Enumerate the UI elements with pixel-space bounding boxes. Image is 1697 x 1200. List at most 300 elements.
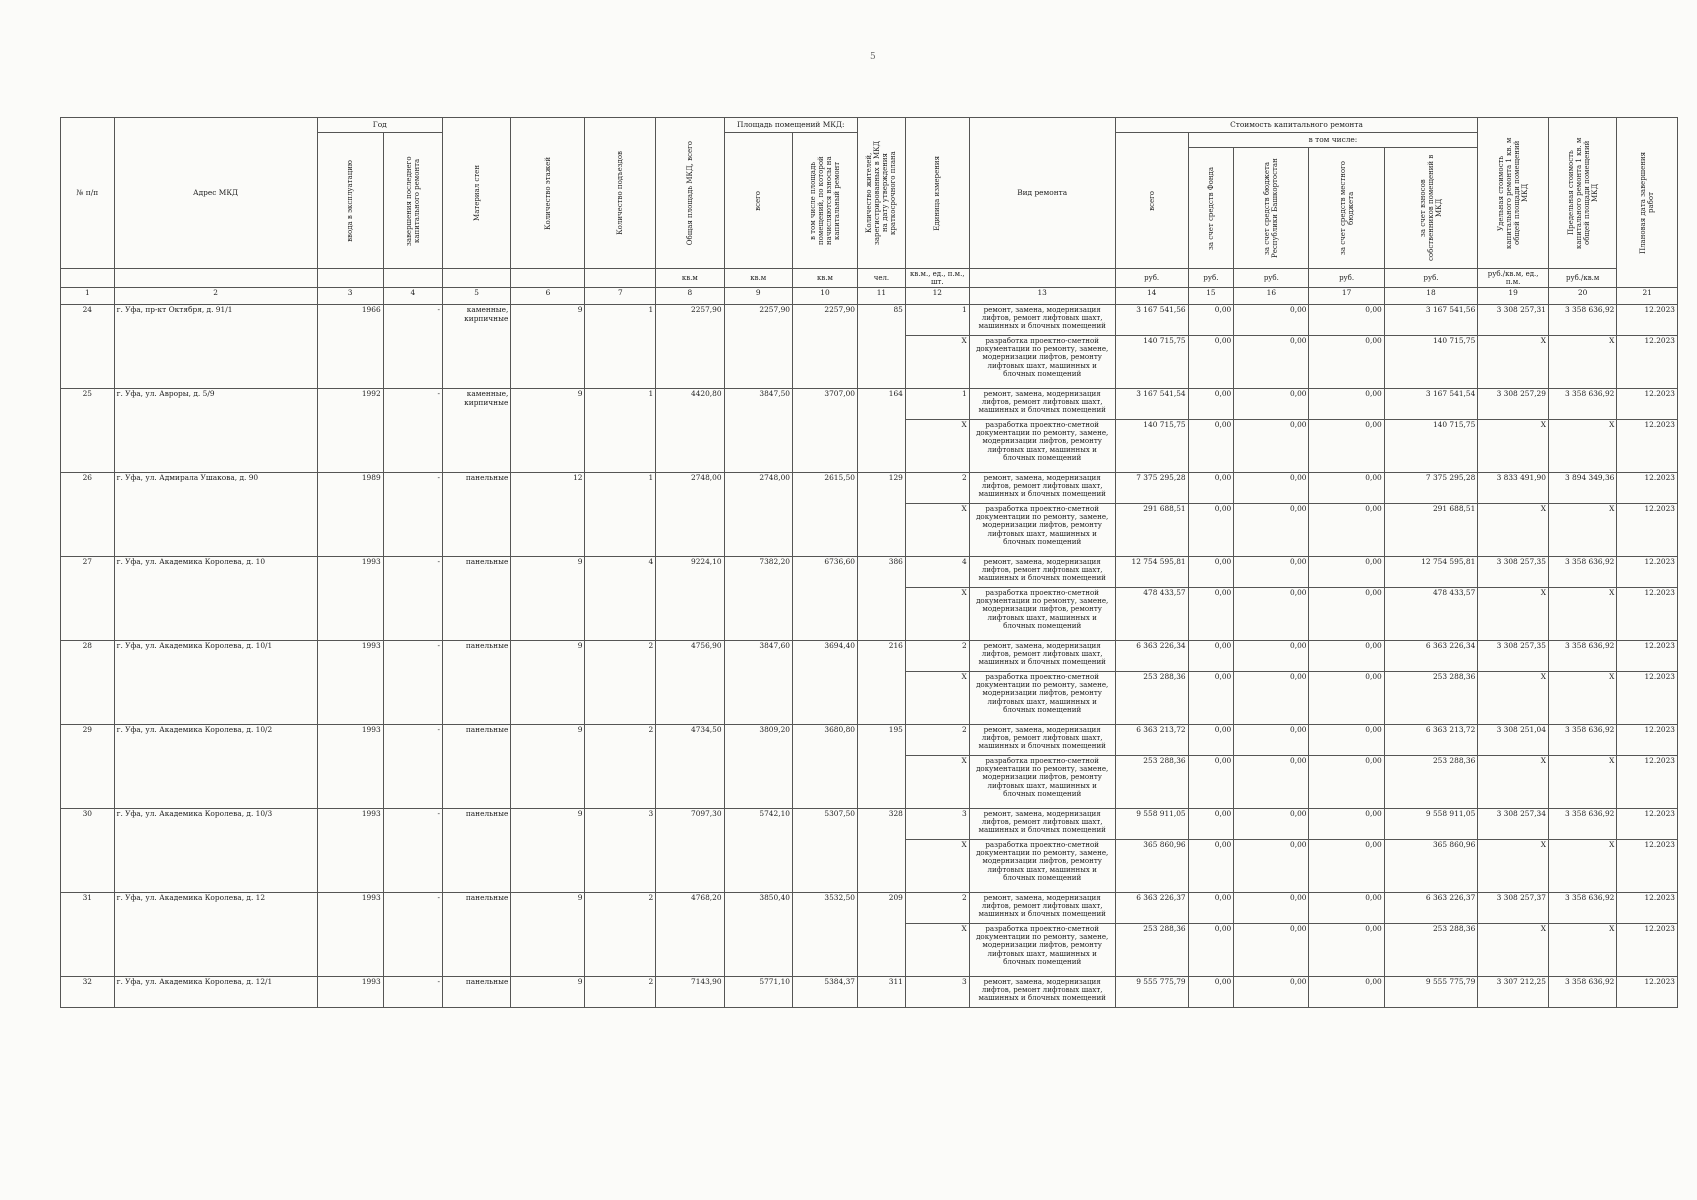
row-cost-owners: 6 363 213,72 xyxy=(1384,725,1478,756)
row-planned-date: 12.2023 xyxy=(1617,420,1678,473)
row-cost-total: 291 688,51 xyxy=(1115,504,1188,557)
column-number: 8 xyxy=(656,288,724,305)
row-cost-republic: 0,00 xyxy=(1234,305,1309,336)
row-planned-date: 12.2023 xyxy=(1617,725,1678,756)
row-specific-cost: X xyxy=(1478,336,1549,389)
row-area-owners: 6736,60 xyxy=(792,557,857,641)
row-floors: 9 xyxy=(511,725,585,809)
row-entrances: 1 xyxy=(585,305,656,389)
row-cost-local: 0,00 xyxy=(1309,809,1384,840)
row-cost-republic: 0,00 xyxy=(1234,893,1309,924)
row-cost-owners: 7 375 295,28 xyxy=(1384,473,1478,504)
unit-cell xyxy=(442,269,510,288)
row-specific-cost: X xyxy=(1478,840,1549,893)
header-address: Адрес МКД xyxy=(114,118,317,269)
row-year-commission: 1993 xyxy=(317,893,383,977)
table-row xyxy=(61,389,1678,420)
row-max-cost: X xyxy=(1548,756,1616,809)
row-area-owners: 2615,50 xyxy=(792,473,857,557)
row-cost-fund: 0,00 xyxy=(1188,840,1234,893)
row-specific-cost: 3 307 212,25 xyxy=(1478,977,1549,1008)
row-unit-qty: 2 xyxy=(905,893,969,924)
row-max-cost: X xyxy=(1548,924,1616,977)
row-year-commission: 1993 xyxy=(317,641,383,725)
row-unit-qty: 2 xyxy=(905,473,969,504)
unit-cell xyxy=(585,269,656,288)
row-cost-owners: 365 860,96 xyxy=(1384,840,1478,893)
row-cost-owners: 3 167 541,56 xyxy=(1384,305,1478,336)
row-residents: 386 xyxy=(857,557,905,641)
row-year-commission: 1992 xyxy=(317,389,383,473)
page-number: 5 xyxy=(870,52,876,62)
row-max-cost: 3 358 636,92 xyxy=(1548,893,1616,924)
unit-cell: руб. xyxy=(1309,269,1384,288)
row-wall-material: панельные xyxy=(442,641,510,725)
row-entrances: 2 xyxy=(585,893,656,977)
unit-cell: кв.м xyxy=(792,269,857,288)
row-cost-local: 0,00 xyxy=(1309,672,1384,725)
row-unit-qty: 4 xyxy=(905,557,969,588)
unit-cell: руб./кв.м xyxy=(1548,269,1616,288)
row-wall-material: панельные xyxy=(442,893,510,977)
header-planned-date: Плановая дата завершения работ xyxy=(1617,118,1678,288)
row-cost-total: 12 754 595,81 xyxy=(1115,557,1188,588)
row-floors: 12 xyxy=(511,473,585,557)
row-cost-fund: 0,00 xyxy=(1188,977,1234,1008)
header-cost-owners: за счет взносов собственников помещений в МКД xyxy=(1384,148,1478,269)
table-row xyxy=(61,557,1678,588)
row-cost-owners: 3 167 541,54 xyxy=(1384,389,1478,420)
header-premises-area: Площадь помещений МКД: xyxy=(724,118,857,133)
column-number: 20 xyxy=(1548,288,1616,305)
row-address: г. Уфа, ул. Авроры, д. 5/9 xyxy=(114,389,317,473)
row-cost-local: 0,00 xyxy=(1309,840,1384,893)
column-number: 12 xyxy=(905,288,969,305)
header-floors: Количество этажей xyxy=(511,118,585,269)
row-area-owners: 3694,40 xyxy=(792,641,857,725)
row-cost-total: 9 558 911,05 xyxy=(1115,809,1188,840)
header-num: № п/п xyxy=(61,118,115,269)
row-planned-date: 12.2023 xyxy=(1617,924,1678,977)
table-body xyxy=(61,288,1678,1008)
row-cost-total: 3 167 541,56 xyxy=(1115,305,1188,336)
row-entrances: 4 xyxy=(585,557,656,641)
row-unit-qty: 2 xyxy=(905,725,969,756)
row-area-owners: 3532,50 xyxy=(792,893,857,977)
header-total-area: Общая площадь МКД, всего xyxy=(656,118,724,269)
row-unit-qty: X xyxy=(905,336,969,389)
row-year-commission: 1989 xyxy=(317,473,383,557)
column-number: 5 xyxy=(442,288,510,305)
row-year-last-repair: - xyxy=(383,473,442,557)
row-year-last-repair: - xyxy=(383,725,442,809)
unit-cell xyxy=(61,269,115,288)
row-number: 32 xyxy=(61,977,115,1008)
row-wall-material: панельные xyxy=(442,473,510,557)
column-number: 1 xyxy=(61,288,115,305)
row-planned-date: 12.2023 xyxy=(1617,756,1678,809)
column-number: 16 xyxy=(1234,288,1309,305)
row-floors: 9 xyxy=(511,893,585,977)
row-work-type: ремонт, замена, модернизация лифтов, ремонт лифтовых шахт, машинных и блочных помещений xyxy=(969,893,1115,924)
row-cost-republic: 0,00 xyxy=(1234,557,1309,588)
column-number: 13 xyxy=(969,288,1115,305)
unit-cell: руб. xyxy=(1115,269,1188,288)
row-number: 28 xyxy=(61,641,115,725)
row-unit-qty: 3 xyxy=(905,977,969,1008)
row-cost-owners: 253 288,36 xyxy=(1384,924,1478,977)
row-address: г. Уфа, ул. Академика Королева, д. 12 xyxy=(114,893,317,977)
row-specific-cost: X xyxy=(1478,924,1549,977)
row-specific-cost: 3 308 257,29 xyxy=(1478,389,1549,420)
header-wall-material: Материал стен xyxy=(442,118,510,269)
row-max-cost: 3 894 349,36 xyxy=(1548,473,1616,504)
row-area-all: 5771,10 xyxy=(724,977,792,1008)
row-wall-material: каменные, кирпичные xyxy=(442,389,510,473)
row-cost-republic: 0,00 xyxy=(1234,840,1309,893)
column-number: 10 xyxy=(792,288,857,305)
row-cost-local: 0,00 xyxy=(1309,924,1384,977)
row-address: г. Уфа, пр-кт Октября, д. 91/1 xyxy=(114,305,317,389)
row-number: 31 xyxy=(61,893,115,977)
row-floors: 9 xyxy=(511,641,585,725)
row-cost-owners: 6 363 226,34 xyxy=(1384,641,1478,672)
row-address: г. Уфа, ул. Академика Королева, д. 10/1 xyxy=(114,641,317,725)
row-max-cost: X xyxy=(1548,588,1616,641)
row-entrances: 1 xyxy=(585,473,656,557)
header-work-type: Вид ремонта xyxy=(969,118,1115,269)
header-cost-group: Стоимость капитального ремонта xyxy=(1115,118,1478,133)
column-number: 11 xyxy=(857,288,905,305)
row-planned-date: 12.2023 xyxy=(1617,840,1678,893)
row-total-area: 4420,80 xyxy=(656,389,724,473)
table-row xyxy=(61,473,1678,504)
column-number: 17 xyxy=(1309,288,1384,305)
row-specific-cost: X xyxy=(1478,672,1549,725)
row-address: г. Уфа, ул. Академика Королева, д. 12/1 xyxy=(114,977,317,1008)
unit-cell: руб. xyxy=(1234,269,1309,288)
row-max-cost: X xyxy=(1548,336,1616,389)
row-cost-total: 253 288,36 xyxy=(1115,672,1188,725)
header-entrances: Количество подъездов xyxy=(585,118,656,269)
row-work-type: разработка проектно-сметной документации по ремонту, замене, модернизации лифтов, ремонту лифтовых шахт, машинных и блочных помещений xyxy=(969,420,1115,473)
row-planned-date: 12.2023 xyxy=(1617,557,1678,588)
row-cost-owners: 9 558 911,05 xyxy=(1384,809,1478,840)
row-cost-fund: 0,00 xyxy=(1188,305,1234,336)
row-work-type: разработка проектно-сметной документации по ремонту, замене, модернизации лифтов, ремонту лифтовых шахт, машинных и блочных помещений xyxy=(969,756,1115,809)
row-max-cost: X xyxy=(1548,420,1616,473)
row-planned-date: 12.2023 xyxy=(1617,809,1678,840)
row-area-all: 3850,40 xyxy=(724,893,792,977)
row-area-owners: 3707,00 xyxy=(792,389,857,473)
row-unit-qty: 1 xyxy=(905,389,969,420)
row-address: г. Уфа, ул. Академика Королева, д. 10 xyxy=(114,557,317,641)
row-unit-qty: 3 xyxy=(905,809,969,840)
unit-cell: кв.м xyxy=(656,269,724,288)
header-cost-fund: за счет средств Фонда xyxy=(1188,148,1234,269)
row-area-owners: 5307,50 xyxy=(792,809,857,893)
row-cost-total: 6 363 213,72 xyxy=(1115,725,1188,756)
unit-cell xyxy=(114,269,317,288)
row-work-type: ремонт, замена, модернизация лифтов, ремонт лифтовых шахт, машинных и блочных помещений xyxy=(969,809,1115,840)
row-total-area: 2748,00 xyxy=(656,473,724,557)
unit-cell xyxy=(969,269,1115,288)
row-area-all: 3809,20 xyxy=(724,725,792,809)
header-including: в том числе: xyxy=(1188,133,1478,148)
row-cost-local: 0,00 xyxy=(1309,305,1384,336)
row-number: 27 xyxy=(61,557,115,641)
row-cost-local: 0,00 xyxy=(1309,336,1384,389)
row-area-owners: 2257,90 xyxy=(792,305,857,389)
row-total-area: 7143,90 xyxy=(656,977,724,1008)
row-planned-date: 12.2023 xyxy=(1617,893,1678,924)
column-number: 6 xyxy=(511,288,585,305)
row-planned-date: 12.2023 xyxy=(1617,473,1678,504)
row-year-commission: 1993 xyxy=(317,557,383,641)
column-number: 9 xyxy=(724,288,792,305)
unit-cell: чел. xyxy=(857,269,905,288)
header-area-all: всего xyxy=(724,133,792,269)
row-cost-total: 365 860,96 xyxy=(1115,840,1188,893)
row-cost-total: 140 715,75 xyxy=(1115,420,1188,473)
row-total-area: 4768,20 xyxy=(656,893,724,977)
header-year-group: Год xyxy=(317,118,442,133)
row-cost-total: 3 167 541,54 xyxy=(1115,389,1188,420)
header-area-owners: в том числе площадь помещений, по которой начисляются взносы на капитальный ремонт xyxy=(792,133,857,269)
row-cost-owners: 253 288,36 xyxy=(1384,672,1478,725)
table-row xyxy=(61,809,1678,840)
row-number: 30 xyxy=(61,809,115,893)
row-area-owners: 5384,37 xyxy=(792,977,857,1008)
row-specific-cost: 3 308 257,35 xyxy=(1478,641,1549,672)
row-specific-cost: 3 833 491,90 xyxy=(1478,473,1549,504)
row-cost-local: 0,00 xyxy=(1309,420,1384,473)
unit-cell: кв.м., ед., п.м., шт. xyxy=(905,269,969,288)
row-cost-owners: 9 555 775,79 xyxy=(1384,977,1478,1008)
row-area-all: 7382,20 xyxy=(724,557,792,641)
column-number: 7 xyxy=(585,288,656,305)
row-unit-qty: X xyxy=(905,504,969,557)
row-cost-republic: 0,00 xyxy=(1234,924,1309,977)
column-number: 15 xyxy=(1188,288,1234,305)
row-work-type: разработка проектно-сметной документации по ремонту, замене, модернизации лифтов, ремонту лифтовых шахт, машинных и блочных помещений xyxy=(969,588,1115,641)
row-work-type: разработка проектно-сметной документации по ремонту, замене, модернизации лифтов, ремонту лифтовых шахт, машинных и блочных помещений xyxy=(969,672,1115,725)
row-work-type: ремонт, замена, модернизация лифтов, ремонт лифтовых шахт, машинных и блочных помещений xyxy=(969,389,1115,420)
row-total-area: 4734,50 xyxy=(656,725,724,809)
row-wall-material: панельные xyxy=(442,809,510,893)
row-floors: 9 xyxy=(511,809,585,893)
row-wall-material: каменные, кирпичные xyxy=(442,305,510,389)
row-cost-fund: 0,00 xyxy=(1188,725,1234,756)
row-cost-total: 7 375 295,28 xyxy=(1115,473,1188,504)
table-row xyxy=(61,725,1678,756)
row-cost-owners: 6 363 226,37 xyxy=(1384,893,1478,924)
table-row xyxy=(61,641,1678,672)
row-unit-qty: X xyxy=(905,672,969,725)
row-work-type: разработка проектно-сметной документации по ремонту, замене, модернизации лифтов, ремонту лифтовых шахт, машинных и блочных помещений xyxy=(969,924,1115,977)
row-floors: 9 xyxy=(511,557,585,641)
row-wall-material: панельные xyxy=(442,557,510,641)
column-number: 4 xyxy=(383,288,442,305)
column-number: 2 xyxy=(114,288,317,305)
row-unit-qty: X xyxy=(905,924,969,977)
unit-cell xyxy=(383,269,442,288)
row-cost-total: 140 715,75 xyxy=(1115,336,1188,389)
row-work-type: ремонт, замена, модернизация лифтов, ремонт лифтовых шахт, машинных и блочных помещений xyxy=(969,977,1115,1008)
row-cost-fund: 0,00 xyxy=(1188,809,1234,840)
unit-cell: руб. xyxy=(1384,269,1478,288)
row-specific-cost: 3 308 257,37 xyxy=(1478,893,1549,924)
row-cost-republic: 0,00 xyxy=(1234,725,1309,756)
row-address: г. Уфа, ул. Академика Королева, д. 10/2 xyxy=(114,725,317,809)
header-max-cost: Предельная стоимость капитального ремонта 1 кв. м общей площади помещений МКД xyxy=(1548,118,1616,269)
row-floors: 9 xyxy=(511,389,585,473)
row-planned-date: 12.2023 xyxy=(1617,305,1678,336)
row-total-area: 4756,90 xyxy=(656,641,724,725)
header-cost-total: всего xyxy=(1115,133,1188,269)
row-residents: 164 xyxy=(857,389,905,473)
row-specific-cost: X xyxy=(1478,504,1549,557)
row-area-all: 3847,60 xyxy=(724,641,792,725)
row-floors: 9 xyxy=(511,305,585,389)
row-cost-republic: 0,00 xyxy=(1234,641,1309,672)
row-area-all: 3847,50 xyxy=(724,389,792,473)
row-year-commission: 1966 xyxy=(317,305,383,389)
row-number: 29 xyxy=(61,725,115,809)
row-work-type: ремонт, замена, модернизация лифтов, ремонт лифтовых шахт, машинных и блочных помещений xyxy=(969,725,1115,756)
row-work-type: ремонт, замена, модернизация лифтов, ремонт лифтовых шахт, машинных и блочных помещений xyxy=(969,557,1115,588)
row-specific-cost: X xyxy=(1478,588,1549,641)
row-residents: 195 xyxy=(857,725,905,809)
row-work-type: разработка проектно-сметной документации по ремонту, замене, модернизации лифтов, ремонту лифтовых шахт, машинных и блочных помещений xyxy=(969,504,1115,557)
row-max-cost: 3 358 636,92 xyxy=(1548,809,1616,840)
row-area-all: 2748,00 xyxy=(724,473,792,557)
row-specific-cost: 3 308 257,35 xyxy=(1478,557,1549,588)
row-max-cost: 3 358 636,92 xyxy=(1548,305,1616,336)
row-max-cost: X xyxy=(1548,840,1616,893)
row-cost-fund: 0,00 xyxy=(1188,756,1234,809)
row-planned-date: 12.2023 xyxy=(1617,504,1678,557)
row-work-type: ремонт, замена, модернизация лифтов, ремонт лифтовых шахт, машинных и блочных помещений xyxy=(969,305,1115,336)
row-cost-local: 0,00 xyxy=(1309,725,1384,756)
row-year-last-repair: - xyxy=(383,389,442,473)
row-cost-republic: 0,00 xyxy=(1234,420,1309,473)
row-cost-owners: 291 688,51 xyxy=(1384,504,1478,557)
row-max-cost: X xyxy=(1548,672,1616,725)
row-unit-qty: X xyxy=(905,756,969,809)
row-unit-qty: 1 xyxy=(905,305,969,336)
row-cost-local: 0,00 xyxy=(1309,756,1384,809)
row-address: г. Уфа, ул. Адмирала Ушакова, д. 90 xyxy=(114,473,317,557)
row-cost-owners: 478 433,57 xyxy=(1384,588,1478,641)
row-residents: 311 xyxy=(857,977,905,1008)
row-cost-local: 0,00 xyxy=(1309,557,1384,588)
row-cost-fund: 0,00 xyxy=(1188,473,1234,504)
row-area-all: 2257,90 xyxy=(724,305,792,389)
row-planned-date: 12.2023 xyxy=(1617,641,1678,672)
row-planned-date: 12.2023 xyxy=(1617,672,1678,725)
row-cost-owners: 253 288,36 xyxy=(1384,756,1478,809)
row-entrances: 2 xyxy=(585,977,656,1008)
row-year-last-repair: - xyxy=(383,641,442,725)
row-cost-republic: 0,00 xyxy=(1234,473,1309,504)
row-cost-republic: 0,00 xyxy=(1234,977,1309,1008)
row-cost-total: 6 363 226,34 xyxy=(1115,641,1188,672)
row-address: г. Уфа, ул. Академика Королева, д. 10/3 xyxy=(114,809,317,893)
row-cost-owners: 140 715,75 xyxy=(1384,336,1478,389)
unit-cell xyxy=(511,269,585,288)
row-number: 24 xyxy=(61,305,115,389)
row-unit-qty: X xyxy=(905,840,969,893)
row-cost-fund: 0,00 xyxy=(1188,389,1234,420)
row-cost-fund: 0,00 xyxy=(1188,420,1234,473)
column-number-row xyxy=(61,288,1678,305)
header-year-last-repair: завершения последнего капитального ремонта xyxy=(383,133,442,269)
row-cost-republic: 0,00 xyxy=(1234,809,1309,840)
row-cost-republic: 0,00 xyxy=(1234,504,1309,557)
unit-cell: руб. xyxy=(1188,269,1234,288)
table-row xyxy=(61,977,1678,1008)
row-residents: 216 xyxy=(857,641,905,725)
capital-repair-table xyxy=(60,117,1678,1008)
header-specific-cost: Удельная стоимость капитального ремонта 1 кв. м общей площади помещений МКД xyxy=(1478,118,1549,269)
table-row xyxy=(61,305,1678,336)
row-entrances: 1 xyxy=(585,389,656,473)
row-planned-date: 12.2023 xyxy=(1617,389,1678,420)
row-cost-fund: 0,00 xyxy=(1188,641,1234,672)
row-cost-fund: 0,00 xyxy=(1188,336,1234,389)
row-cost-republic: 0,00 xyxy=(1234,588,1309,641)
row-total-area: 2257,90 xyxy=(656,305,724,389)
row-cost-fund: 0,00 xyxy=(1188,924,1234,977)
row-residents: 328 xyxy=(857,809,905,893)
row-total-area: 7097,30 xyxy=(656,809,724,893)
row-cost-local: 0,00 xyxy=(1309,504,1384,557)
row-cost-fund: 0,00 xyxy=(1188,672,1234,725)
row-cost-owners: 140 715,75 xyxy=(1384,420,1478,473)
row-year-last-repair: - xyxy=(383,809,442,893)
unit-cell: кв.м xyxy=(724,269,792,288)
row-year-commission: 1993 xyxy=(317,809,383,893)
row-year-last-repair: - xyxy=(383,977,442,1008)
row-cost-republic: 0,00 xyxy=(1234,672,1309,725)
row-cost-fund: 0,00 xyxy=(1188,557,1234,588)
row-cost-total: 253 288,36 xyxy=(1115,924,1188,977)
row-cost-local: 0,00 xyxy=(1309,473,1384,504)
row-wall-material: панельные xyxy=(442,725,510,809)
row-area-all: 5742,10 xyxy=(724,809,792,893)
row-cost-local: 0,00 xyxy=(1309,977,1384,1008)
row-cost-local: 0,00 xyxy=(1309,588,1384,641)
column-number: 21 xyxy=(1617,288,1678,305)
row-specific-cost: 3 308 251,04 xyxy=(1478,725,1549,756)
row-cost-owners: 12 754 595,81 xyxy=(1384,557,1478,588)
row-work-type: ремонт, замена, модернизация лифтов, ремонт лифтовых шахт, машинных и блочных помещений xyxy=(969,473,1115,504)
row-year-last-repair: - xyxy=(383,893,442,977)
header-cost-local: за счет средств местного бюджета xyxy=(1309,148,1384,269)
row-planned-date: 12.2023 xyxy=(1617,977,1678,1008)
column-number: 19 xyxy=(1478,288,1549,305)
row-entrances: 2 xyxy=(585,641,656,725)
row-cost-local: 0,00 xyxy=(1309,641,1384,672)
unit-cell xyxy=(317,269,383,288)
row-planned-date: 12.2023 xyxy=(1617,336,1678,389)
row-number: 25 xyxy=(61,389,115,473)
row-residents: 129 xyxy=(857,473,905,557)
row-area-owners: 3680,80 xyxy=(792,725,857,809)
row-residents: 209 xyxy=(857,893,905,977)
row-entrances: 3 xyxy=(585,809,656,893)
